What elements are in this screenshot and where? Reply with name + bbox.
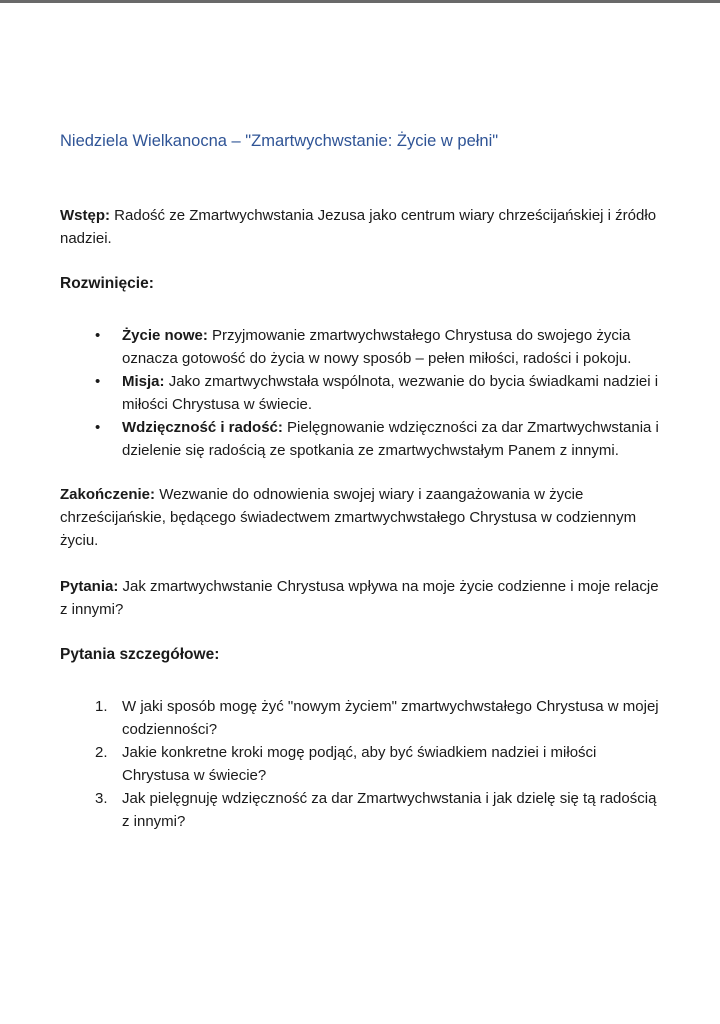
bullet-label: Życie nowe:: [122, 327, 208, 344]
bullet-list: [60, 324, 662, 462]
bullet-text: Przyjmowanie zmartwychwstałego Chrystusa do swojego życia oznacza gotowość do życia w nowy sposób – pełen miłości, radości i pokoju.: [122, 327, 632, 367]
list-number: 2.: [95, 744, 108, 761]
bullet-text: Pielęgnowanie wdzięczności za dar Zmartwychwstania i dzielenie się radością ze spotkania ze zmartwychwstałym Panem z innymi.: [122, 419, 659, 459]
bullet-label: Wdzięczność i radość:: [122, 419, 283, 436]
list-item: [95, 370, 662, 416]
list-number: 1.: [95, 698, 108, 715]
questions-paragraph: [60, 575, 662, 621]
conclusion-label: Zakończenie:: [60, 486, 156, 503]
numbered-question-list: [60, 695, 662, 833]
document-title: Niedziela Wielkanocna – "Zmartwychwstanie: Życie w pełni": [60, 132, 499, 150]
question-text: W jaki sposób mogę żyć "nowym życiem" zmartwychwstałego Chrystusa w mojej codzienności?: [122, 698, 659, 738]
page-top-border: [0, 0, 720, 3]
questions-text: Jak zmartwychwstanie Chrystusa wpływa na moje życie codzienne i moje relacje z innymi?: [60, 578, 659, 618]
intro-paragraph: [60, 204, 662, 250]
development-heading: Rozwinięcie:: [60, 275, 154, 292]
list-item: [95, 416, 662, 462]
list-item: [95, 324, 662, 370]
bullet-icon: •: [95, 327, 101, 344]
bullet-label: Misja:: [122, 373, 165, 390]
list-item: [95, 741, 662, 787]
questions-label: Pytania:: [60, 578, 119, 595]
intro-label: Wstęp:: [60, 207, 110, 224]
conclusion-paragraph: [60, 483, 662, 552]
list-item: [95, 787, 662, 833]
bullet-text: Jako zmartwychwstała wspólnota, wezwanie do bycia świadkami nadziei i miłości Chrystusa w świecie.: [122, 373, 659, 413]
bullet-icon: •: [95, 373, 101, 390]
bullet-icon: •: [95, 419, 101, 436]
question-text: Jakie konkretne kroki mogę podjąć, aby być świadkiem nadziei i miłości Chrystusa w świecie?: [122, 744, 597, 784]
detailed-questions-heading: Pytania szczegółowe:: [60, 646, 220, 663]
conclusion-text: Wezwanie do odnowienia swojej wiary i zaangażowania w życie chrześcijańskie, będącego świadectwem zmartwychwstałego Chrystusa w codziennym życiu.: [60, 486, 637, 549]
list-item: [95, 695, 662, 741]
intro-text: Radość ze Zmartwychwstania Jezusa jako centrum wiary chrześcijańskiej i źródło nadziei.: [60, 207, 657, 247]
question-text: Jak pielęgnuję wdzięczność za dar Zmartwychwstania i jak dzielę się tą radością z innymi?: [122, 790, 657, 830]
list-number: 3.: [95, 790, 108, 807]
